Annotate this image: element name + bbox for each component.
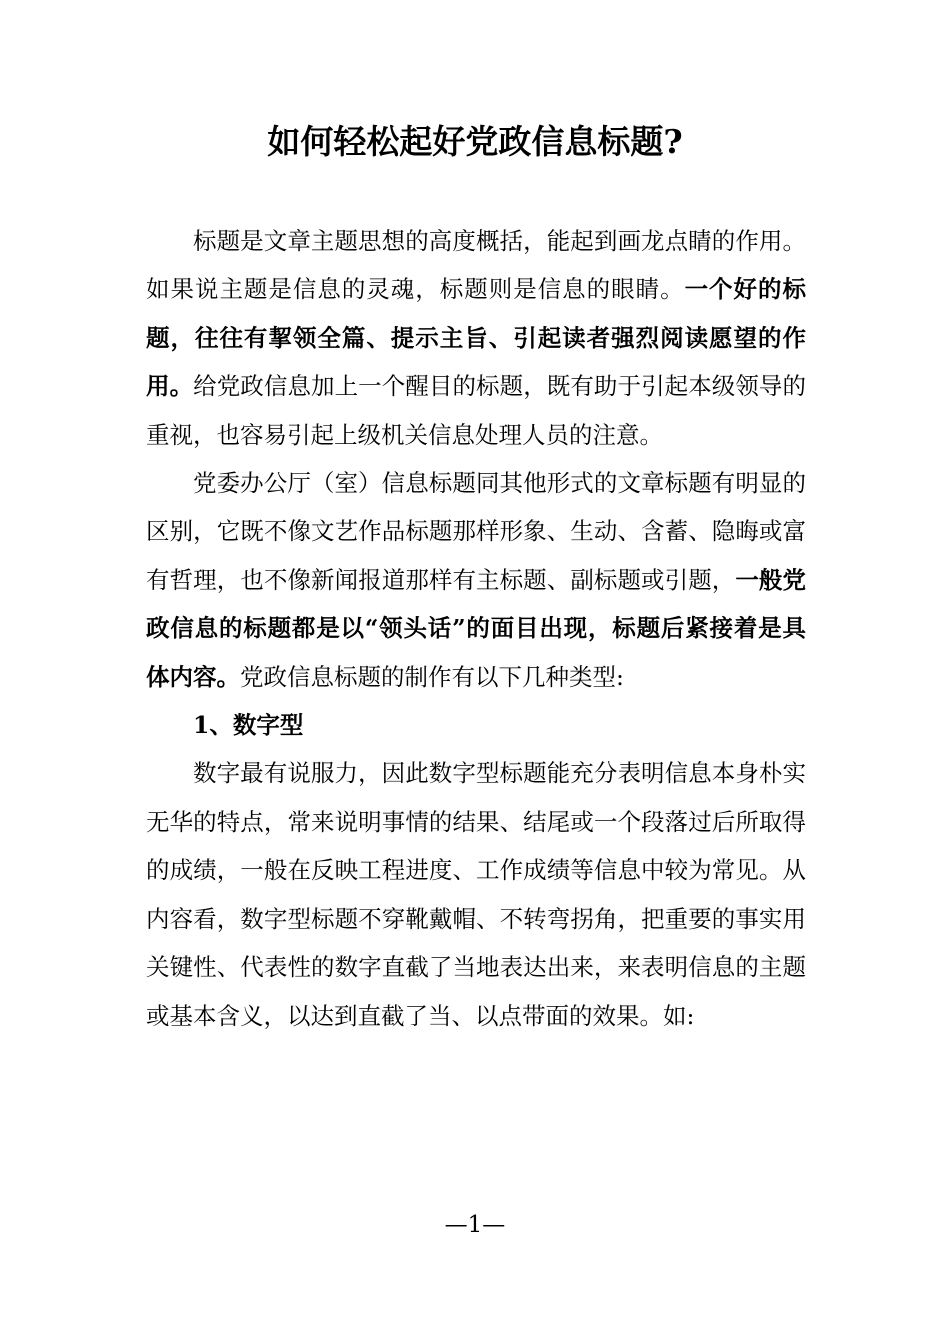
paragraph-1-text-a: 标题是文章主题思想的高度概括，能起到画龙点睛的作用。如果说主题是信息的灵魂，标题则是信息的眼睛。 [146, 227, 806, 304]
paragraph-1 [146, 217, 806, 459]
paragraph-2-bold-text: 一般党政信息的标题都是以“领头话”的面目出现，标题后紧接着是具体内容。 [146, 565, 807, 691]
page-number: —1— [444, 1212, 506, 1238]
paragraph-3: 数字最有说服力，因此数字型标题能充分表明信息本身朴实无华的特点，常来说明事情的结果、结尾或一个段落过后所取得的成绩，一般在反映工程进度、工作成绩等信息中较为常见。从内容看，数字型标题不穿靴戴帽、不转弯拐角，把重要的事实用关键性、代表性的数字直截了当地表达出来，来表明信息的主题或基本含义，以达到直截了当、以点带面的效果。如: [146, 759, 806, 1030]
paragraph-1-text-c: 给党政信息加上一个醒目的标题，既有助于引起本级领导的重视，也容易引起上级机关信息处理人员的注意。 [146, 372, 807, 449]
document-title: 如何轻松起好党政信息标题? [267, 122, 683, 161]
document-body [146, 217, 806, 1040]
section-heading: 1、数字型 [193, 711, 304, 740]
paragraph-2-text-a: 党委办公厅（室）信息标题同其他形式的文章标题有明显的区别，它既不像文艺作品标题那样形象、生动、含蓄、隐晦或富有哲理，也不像新闻报道那样有主标题、副标题或引题， [146, 469, 806, 594]
paragraph-1-bold-text: 一个好的标题，往往有挈领全篇、提示主旨、引起读者强烈阅读愿望的作用。 [146, 275, 807, 401]
paragraph-2 [146, 459, 806, 701]
paragraph-2-text-c: 党政信息标题的制作有以下几种类型: [240, 662, 624, 691]
